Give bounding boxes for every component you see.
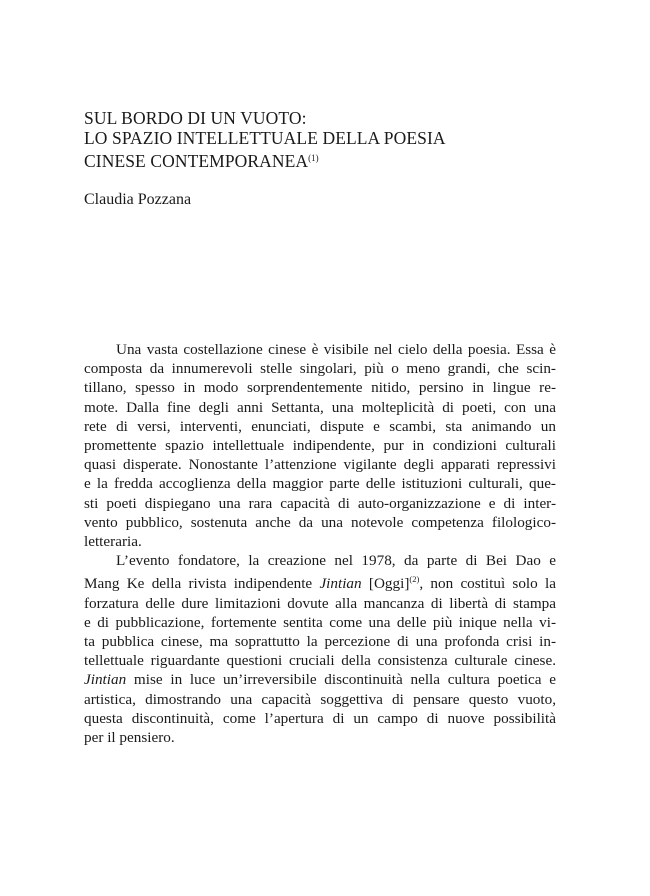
p1-line-10: vento pubblico, sostenuta anche da una notevole competenza filologico- — [84, 513, 556, 531]
p1-line-5: rete di versi, interventi, enunciati, dispute e scambi, sta animando un — [84, 417, 556, 435]
title-line-3-text: CINESE CONTEMPORANEA — [84, 151, 309, 171]
p2-line-4: e di pubblicazione, fortemente sentita come una delle più inique nella vi- — [84, 613, 556, 631]
article-title — [84, 108, 564, 171]
footnote-ref-2[interactable]: (2) — [409, 574, 420, 585]
author-name: Claudia Pozzana — [84, 191, 192, 208]
p1-line-3: tillano, spesso in modo sorprendentemente nitido, persino in lingue re- — [84, 379, 556, 397]
p1-line-6: promettente spazio intellettuale indipendente, pur in condizioni culturali — [84, 437, 556, 455]
p2-line-5: ta pubblica cinese, ma soprattutto la percezione di una profonda crisi in- — [84, 633, 556, 651]
p2-line-6: tellettuale riguardante questioni cruciali della consistenza culturale cinese. — [84, 652, 556, 670]
p2-line-3: forzatura delle dure limitazioni dovute alla mancanza di libertà di stampa — [84, 594, 556, 612]
p2-line-2-c: , non costituì solo la — [419, 575, 556, 593]
title-line-1: SUL BORDO DI UN VUOTO: — [84, 108, 307, 128]
p2-line-7-b: mise in luce un’irreversibile discontinuità nella cultura poetica e — [126, 671, 556, 689]
p2-line-1: L’evento fondatore, la creazione nel 1978, da parte di Bei Dao e — [116, 552, 556, 570]
journal-title: Jintian — [319, 575, 362, 593]
p1-line-9: sti poeti dispiegano una rara capacità di auto-organizzazione e di inter- — [84, 494, 556, 512]
p1-line-2: composta da innumerevoli stelle singolari, più o meno grandi, che scin- — [84, 360, 556, 378]
journal-title-2: Jintian — [84, 671, 127, 689]
p1-line-8: e la fredda accoglienza della maggior parte delle istituzioni culturali, que- — [84, 475, 556, 493]
title-line-2: LO SPAZIO INTELLETTUALE DELLA POESIA — [84, 128, 446, 148]
p1-line-4: mote. Dalla fine degli anni Settanta, una molteplicità di poeti, con una — [84, 398, 556, 416]
p2-line-2 — [84, 570, 556, 593]
p2-line-8: artistica, dimostrando una capacità soggettiva di pensare questo vuoto, — [84, 690, 556, 708]
p2-line-10: per il pensiero. — [84, 729, 175, 747]
p2-line-2-a: Mang Ke della rivista indipendente — [84, 575, 320, 593]
p2-line-7 — [84, 670, 556, 689]
body-text — [84, 340, 556, 747]
p2-line-9: questa discontinuità, come l’apertura di un campo di nuove possibilità — [84, 709, 556, 727]
p1-line-11: letteraria. — [84, 533, 142, 551]
p2-line-2-b: [Oggi] — [361, 575, 410, 593]
p1-line-7: quasi disperate. Nonostante l’attenzione vigilante degli apparati repressivi — [84, 456, 556, 474]
p1-line-1: Una vasta costellazione cinese è visibile nel cielo della poesia. Essa è — [116, 341, 556, 358]
title-footnote-ref[interactable]: (1) — [308, 153, 319, 163]
title-line-3 — [84, 148, 564, 171]
